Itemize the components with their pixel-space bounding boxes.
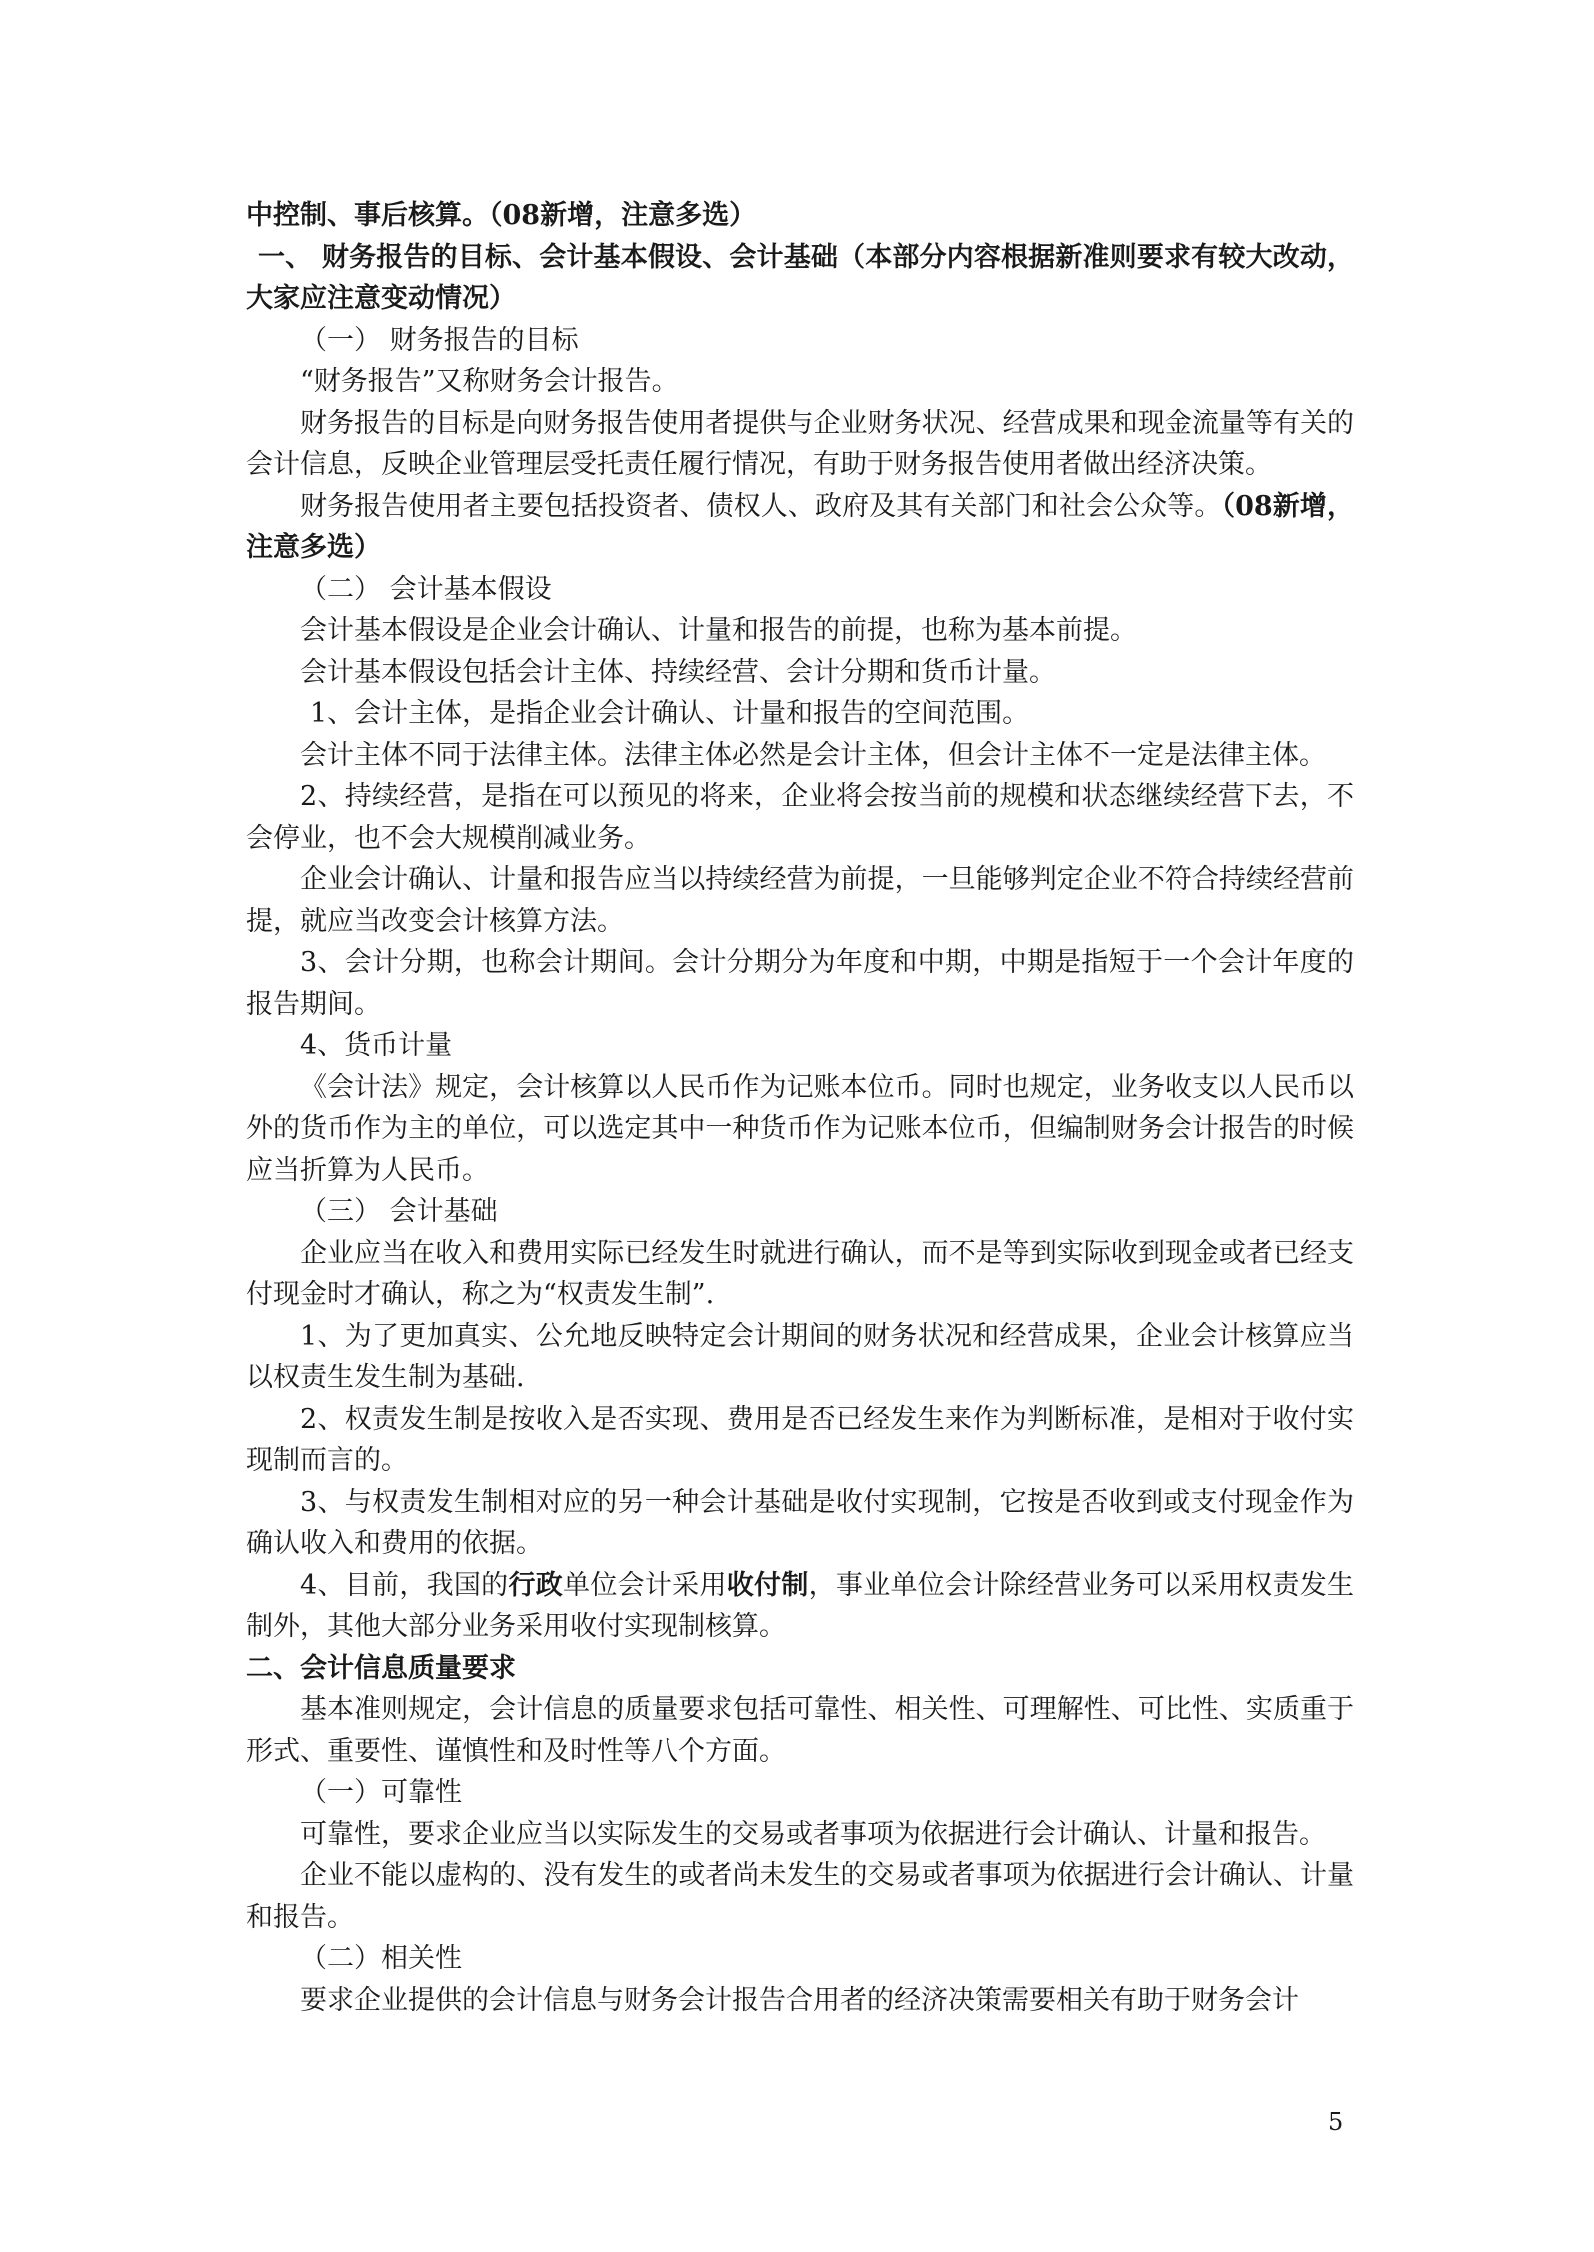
paragraph: 2、权责发生制是按收入是否实现、费用是否已经发生来作为判断标准，是相对于收付实现制而言的。 bbox=[246, 1403, 1354, 1476]
emphasis-term: 收付制 bbox=[726, 1569, 809, 1601]
paragraph: 企业不能以虚构的、没有发生的或者尚未发生的交易或者事项为依据进行会计确认、计量和报告。 bbox=[246, 1860, 1354, 1933]
paragraph: 会计基本假设包括会计主体、持续经营、会计分期和货币计量。 bbox=[300, 656, 1056, 688]
paragraph: 2、持续经营，是指在可以预见的将来，企业将会按当前的规模和状态继续经营下去，不会停业，也不会大规模削减业务。 bbox=[246, 781, 1354, 854]
paragraph: 3、与权责发生制相对应的另一种会计基础是收付实现制，它按是否收到或支付现金作为确认收入和费用的依据。 bbox=[246, 1486, 1354, 1559]
subsection-heading: （一） 财务报告的目标 bbox=[300, 324, 579, 356]
subsection-heading: （二）相关性 bbox=[300, 1943, 462, 1974]
emphasis-note: （08新增，注意多选） bbox=[246, 490, 1355, 563]
emphasis-term: 行政 bbox=[508, 1569, 564, 1601]
section-heading: 二、会计信息质量要求 bbox=[246, 1652, 516, 1684]
subsection-heading: （一）可靠性 bbox=[300, 1777, 462, 1808]
paragraph: 企业会计确认、计量和报告应当以持续经营为前提，一旦能够判定企业不符合持续经营前提，就应当改变会计核算方法。 bbox=[246, 864, 1354, 937]
paragraph-text: 中控制、事后核算。（08新增，注意多选） bbox=[246, 200, 757, 231]
paragraph: “财务报告”又称财务会计报告。 bbox=[300, 366, 679, 397]
paragraph-text: 单位会计采用 bbox=[563, 1569, 727, 1601]
paragraph: 4、货币计量 bbox=[300, 1030, 453, 1061]
paragraph bbox=[246, 486, 1354, 569]
paragraph-text: 财务报告使用者主要包括投资者、债权人、政府及其有关部门和社会公众等。 bbox=[300, 490, 1222, 522]
paragraph: 基本准则规定，会计信息的质量要求包括可靠性、相关性、可理解性、可比性、实质重于形式、重要性、谨慎性和及时性等八个方面。 bbox=[246, 1694, 1354, 1767]
section-heading: 一、 财务报告的目标、会计基本假设、会计基础（本部分内容根据新准则要求有较大改动，大家应注意变动情况） bbox=[246, 241, 1354, 314]
paragraph-text: 4、目前，我国的 bbox=[300, 1569, 509, 1601]
paragraph: 《会计法》规定，会计核算以人民币作为记账本位币。同时也规定，业务收支以人民币以外的货币作为主的单位，可以选定其中一种货币作为记账本位币，但编制财务会计报告的时候应当折算为人民币。 bbox=[246, 1071, 1354, 1186]
paragraph bbox=[246, 1565, 1354, 1648]
paragraph: 可靠性，要求企业应当以实际发生的交易或者事项为依据进行会计确认、计量和报告。 bbox=[300, 1818, 1326, 1850]
paragraph: 企业应当在收入和费用实际已经发生时就进行确认，而不是等到实际收到现金或者已经支付现金时才确认，称之为“权责发生制”. bbox=[246, 1237, 1354, 1310]
paragraph: 会计基本假设是企业会计确认、计量和报告的前提，也称为基本前提。 bbox=[300, 615, 1137, 646]
paragraph: 1、会计主体，是指企业会计确认、计量和报告的空间范围。 bbox=[310, 698, 1030, 729]
document-body bbox=[246, 195, 1354, 2021]
paragraph: 财务报告的目标是向财务报告使用者提供与企业财务状况、经营成果和现金流量等有关的会计信息，反映企业管理层受托责任履行情况，有助于财务报告使用者做出经济决策。 bbox=[246, 407, 1354, 480]
subsection-heading: （三） 会计基础 bbox=[300, 1196, 498, 1227]
subsection-heading: （二） 会计基本假设 bbox=[300, 573, 552, 605]
paragraph: 要求企业提供的会计信息与财务会计报告合用者的经济决策需要相关有助于财务会计 bbox=[300, 1984, 1299, 2016]
page-number: 5 bbox=[1328, 2108, 1344, 2136]
paragraph-text: ，事业单位会计除经营业务可以采用权责发生制外，其他大部分业务采用收付实现制核算。 bbox=[246, 1569, 1355, 1642]
paragraph: 会计主体不同于法律主体。法律主体必然是会计主体，但会计主体不一定是法律主体。 bbox=[300, 739, 1326, 771]
paragraph: 3、会计分期，也称会计期间。会计分期分为年度和中期，中期是指短于一个会计年度的报告期间。 bbox=[246, 947, 1354, 1020]
paragraph: 1、为了更加真实、公允地反映特定会计期间的财务状况和经营成果，企业会计核算应当以权责生发生制为基础. bbox=[246, 1320, 1354, 1393]
paragraph bbox=[246, 195, 1354, 237]
